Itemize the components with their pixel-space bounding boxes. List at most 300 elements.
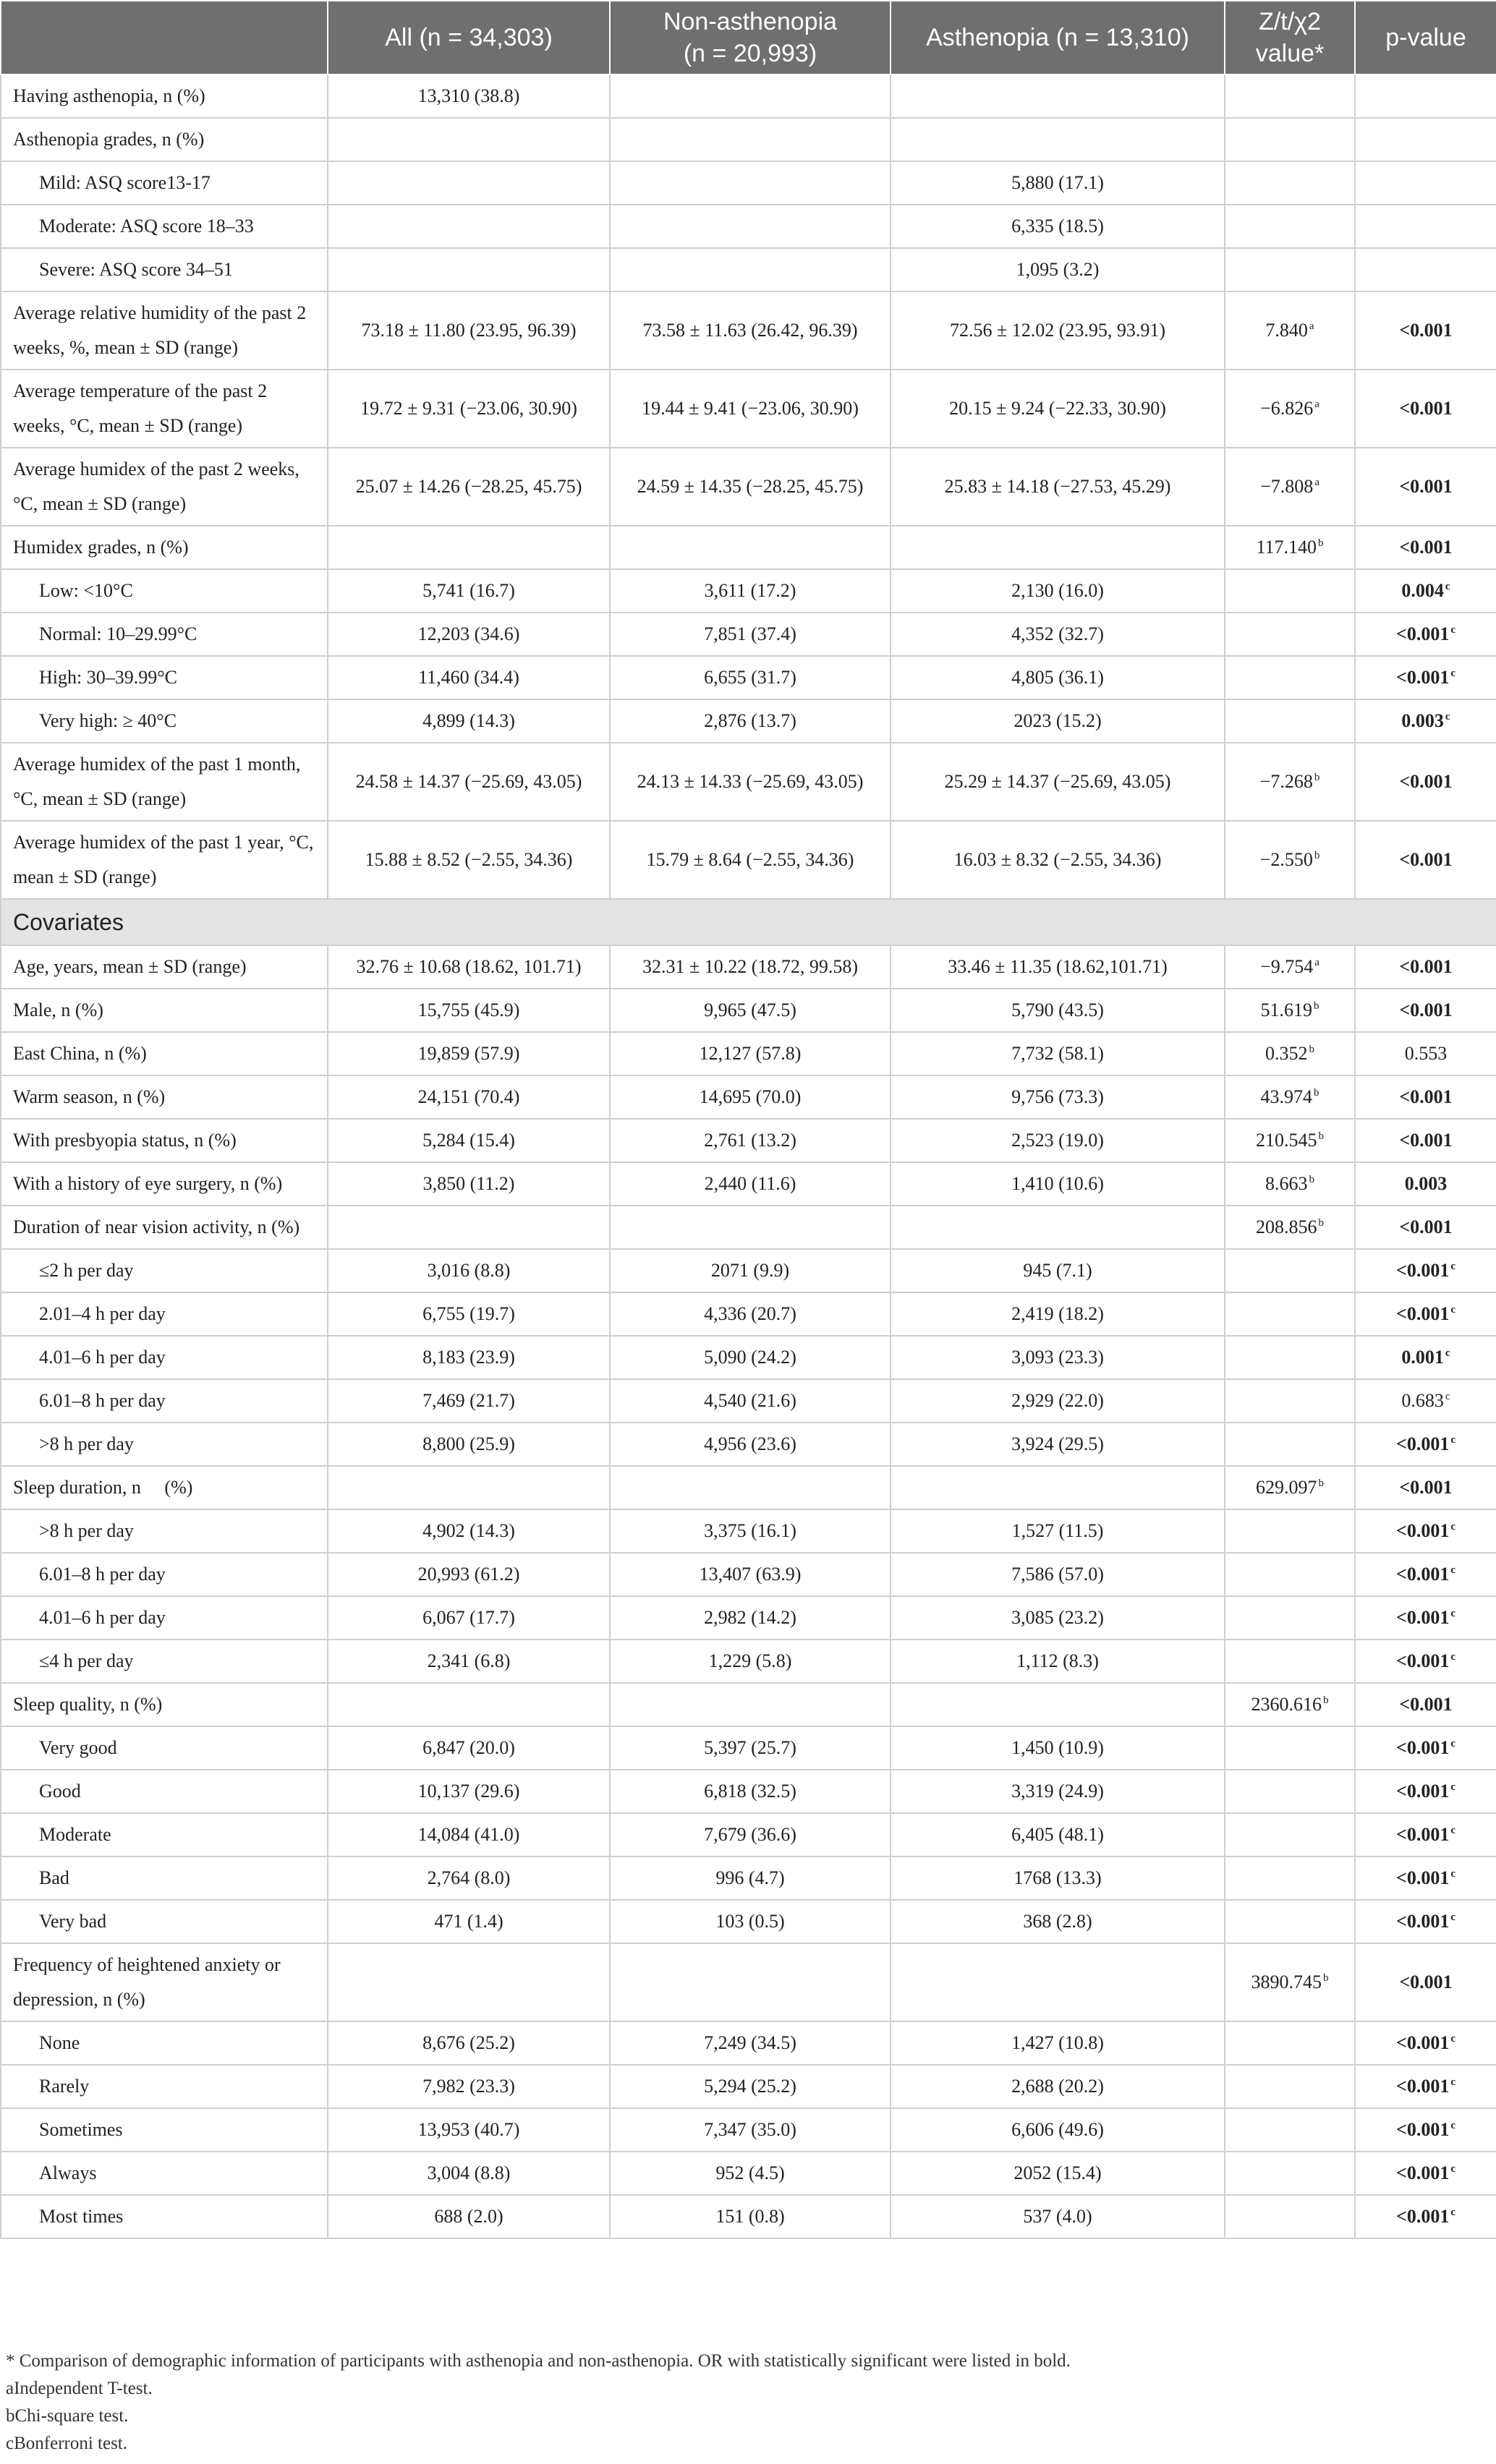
cell-label: [1, 1509, 328, 1553]
cell-statistic: [1225, 1292, 1355, 1336]
cell-asthenopia-text: 1,527 (11.5): [1011, 1520, 1104, 1541]
stat-footnote-mark: b: [1323, 1694, 1329, 1707]
cell-non-asthenopia-text: 4,540 (21.6): [704, 1390, 796, 1411]
cell-asthenopia-text: 537 (4.0): [1023, 2206, 1092, 2227]
cell-statistic-text: 210.545: [1256, 1130, 1317, 1151]
stat-footnote-mark: a: [1314, 957, 1319, 969]
p-footnote-mark: c: [1450, 1825, 1455, 1837]
table-row: [1, 1162, 1496, 1206]
cell-non-asthenopia: [610, 1683, 891, 1726]
cell-label: [1, 569, 328, 613]
cell-p-value-text: <0.001: [1399, 999, 1453, 1020]
cell-statistic: [1225, 821, 1355, 899]
footnote-b: bChi-square test.: [6, 2406, 129, 2426]
table-row: [1, 205, 1496, 248]
cell-asthenopia-text: 1,095 (3.2): [1016, 259, 1100, 280]
cell-p-value: [1355, 1856, 1496, 1900]
cell-asthenopia: [891, 1640, 1225, 1683]
cell-label: [1, 1683, 328, 1726]
cell-p-value: [1355, 526, 1496, 569]
cell-statistic-text: −7.808: [1260, 476, 1314, 497]
cell-non-asthenopia-text: 24.59 ± 14.35 (−28.25, 45.75): [637, 476, 864, 497]
cell-non-asthenopia: [610, 1900, 891, 1943]
cell-label-text: >8 h per day: [39, 1520, 134, 1541]
cell-asthenopia-text: 6,405 (48.1): [1011, 1824, 1104, 1845]
cell-label-text: Warm season, n (%): [13, 1086, 166, 1107]
cell-label-text: Very high: ≥ 40°C: [39, 710, 177, 731]
table-row: [1, 945, 1496, 989]
cell-label-text: Mild: ASQ score13-17: [39, 172, 211, 193]
p-footnote-mark: c: [1450, 2163, 1455, 2175]
cell-label: [1, 526, 328, 569]
cell-asthenopia-text: 25.29 ± 14.37 (−25.69, 43.05): [944, 771, 1171, 792]
cell-statistic: [1225, 989, 1355, 1032]
cell-all-text: 3,850 (11.2): [422, 1173, 515, 1194]
cell-non-asthenopia: [610, 1292, 891, 1336]
cell-label-text: Having asthenopia, n (%): [13, 85, 205, 106]
cell-all: [328, 1943, 610, 2021]
cell-all: [328, 1813, 610, 1856]
cell-non-asthenopia-text: 24.13 ± 14.33 (−25.69, 43.05): [637, 771, 864, 792]
cell-all: [328, 1640, 610, 1683]
table-row: [1, 1509, 1496, 1553]
cell-p-value: [1355, 1553, 1496, 1596]
cell-asthenopia-text: 20.15 ± 9.24 (−22.33, 30.90): [949, 398, 1166, 419]
cell-all-text: 8,183 (23.9): [422, 1347, 515, 1368]
cell-non-asthenopia: [610, 1640, 891, 1683]
p-footnote-mark: c: [1450, 624, 1455, 636]
cell-non-asthenopia: [610, 1596, 891, 1640]
table-row: [1, 161, 1496, 205]
cell-non-asthenopia-text: 2,440 (11.6): [704, 1173, 796, 1194]
table-row: [1, 2152, 1496, 2195]
cell-all-text: 6,067 (17.7): [422, 1607, 515, 1628]
cell-label: [1, 291, 328, 370]
cell-all: [328, 1162, 610, 1206]
cell-asthenopia: [891, 656, 1225, 699]
cell-all-text: 3,016 (8.8): [427, 1260, 511, 1281]
cell-statistic-text: 43.974: [1260, 1086, 1312, 1107]
cell-p-value-text: <0.001: [1396, 1520, 1450, 1541]
cell-label-text: Moderate: ASQ score 18–33: [39, 216, 254, 236]
cell-p-value-text: 0.003: [1401, 710, 1444, 731]
cell-asthenopia: [891, 1292, 1225, 1336]
cell-non-asthenopia: [610, 1726, 891, 1770]
cell-asthenopia: [891, 699, 1225, 743]
cell-p-value-text: <0.001: [1396, 1824, 1450, 1845]
cell-asthenopia: [891, 569, 1225, 613]
p-footnote-mark: c: [1445, 1391, 1450, 1403]
footnote-main: * Comparison of demographic information of participants with asthenopia and non-asthenopia. OR with statistically significant were listed in bold.: [6, 2351, 1071, 2371]
cell-non-asthenopia: [610, 1075, 891, 1119]
table-row: [1, 1726, 1496, 1770]
cell-p-value: [1355, 1943, 1496, 2021]
cell-all: [328, 1856, 610, 1900]
table-row: [1, 1813, 1496, 1856]
p-footnote-mark: c: [1450, 1868, 1455, 1880]
cell-statistic: [1225, 2195, 1355, 2238]
table-row: [1, 613, 1496, 656]
cell-asthenopia-text: 2023 (15.2): [1013, 710, 1102, 731]
cell-asthenopia: [891, 1596, 1225, 1640]
table-header-row: [1, 1, 1496, 74]
cell-p-value-text: <0.001: [1396, 2206, 1450, 2227]
cell-non-asthenopia-text: 4,956 (23.6): [704, 1433, 796, 1454]
cell-label-text: >8 h per day: [39, 1433, 134, 1454]
table-row: [1, 1032, 1496, 1075]
cell-statistic: [1225, 1509, 1355, 1553]
cell-p-value: [1355, 743, 1496, 821]
cell-non-asthenopia: [610, 1770, 891, 1813]
cell-p-value: [1355, 2108, 1496, 2152]
cell-p-value-text: <0.001: [1399, 1694, 1453, 1715]
cell-label: [1, 1162, 328, 1206]
cell-p-value: [1355, 2152, 1496, 2195]
cell-p-value-text: <0.001: [1399, 1130, 1453, 1151]
cell-non-asthenopia: [610, 74, 891, 118]
cell-p-value: [1355, 1509, 1496, 1553]
table-row: [1, 821, 1496, 899]
cell-p-value-text: <0.001: [1399, 1971, 1453, 1992]
cell-statistic-text: −6.826: [1260, 398, 1314, 419]
cell-statistic: [1225, 1813, 1355, 1856]
cell-asthenopia-text: 945 (7.1): [1023, 1260, 1092, 1281]
cell-all: [328, 656, 610, 699]
cell-p-value: [1355, 613, 1496, 656]
cell-non-asthenopia: [610, 448, 891, 526]
cell-non-asthenopia: [610, 1553, 891, 1596]
cell-label-text: Duration of near vision activity, n (%): [13, 1216, 300, 1237]
p-footnote-mark: c: [1450, 1651, 1455, 1663]
cell-statistic: [1225, 2065, 1355, 2108]
table-row: [1, 743, 1496, 821]
cell-p-value-text: <0.001: [1396, 1433, 1450, 1454]
p-footnote-mark: c: [1450, 1304, 1455, 1316]
cell-all-text: 471 (1.4): [434, 1911, 503, 1932]
cell-asthenopia: [891, 945, 1225, 989]
cell-label: [1, 248, 328, 291]
p-footnote-mark: c: [1445, 711, 1450, 723]
cell-non-asthenopia-text: 6,655 (31.7): [704, 667, 796, 688]
cell-label-text: Good: [39, 1781, 81, 1802]
cell-label-text: Average humidex of the past 1 year, °C, mean ± SD (range): [13, 832, 314, 887]
cell-asthenopia-text: 2,688 (20.2): [1011, 2076, 1104, 2097]
cell-asthenopia: [891, 74, 1225, 118]
cell-label-text: With presbyopia status, n (%): [13, 1130, 237, 1151]
cell-asthenopia: [891, 1856, 1225, 1900]
cell-all-text: 10,137 (29.6): [417, 1781, 520, 1802]
cell-asthenopia: [891, 1206, 1225, 1249]
cell-p-value-text: <0.001: [1396, 2162, 1450, 2183]
table-row: [1, 1336, 1496, 1379]
cell-label: [1, 743, 328, 821]
cell-p-value-text: <0.001: [1396, 1737, 1450, 1758]
cell-asthenopia: [891, 2108, 1225, 2152]
cell-label-text: Male, n (%): [13, 999, 103, 1020]
cell-statistic-text: 629.097: [1256, 1477, 1317, 1498]
cell-p-value: [1355, 1813, 1496, 1856]
cell-label-text: 6.01–8 h per day: [39, 1390, 166, 1411]
cell-all: [328, 1206, 610, 1249]
cell-non-asthenopia-text: 2,982 (14.2): [704, 1607, 796, 1628]
cell-all-text: 24.58 ± 14.37 (−25.69, 43.05): [355, 771, 582, 792]
cell-statistic: [1225, 161, 1355, 205]
cell-asthenopia: [891, 1509, 1225, 1553]
stat-footnote-mark: b: [1314, 1000, 1319, 1013]
cell-asthenopia: [891, 1075, 1225, 1119]
table-row: [1, 1770, 1496, 1813]
cell-all-text: 15.88 ± 8.52 (−2.55, 34.36): [365, 849, 573, 870]
p-footnote-mark: c: [1445, 1347, 1450, 1360]
cell-non-asthenopia: [610, 1856, 891, 1900]
cell-asthenopia: [891, 1032, 1225, 1075]
cell-p-value-text: <0.001: [1396, 667, 1450, 688]
cell-asthenopia-text: 2,523 (19.0): [1011, 1130, 1104, 1151]
stat-footnote-mark: b: [1309, 1044, 1314, 1056]
cell-label: [1, 613, 328, 656]
cell-statistic: [1225, 205, 1355, 248]
cell-label: [1, 1466, 328, 1509]
stat-footnote-mark: b: [1314, 850, 1320, 862]
cell-all-text: 19,859 (57.9): [417, 1043, 520, 1064]
cell-asthenopia: [891, 821, 1225, 899]
cell-all-text: 8,676 (25.2): [422, 2032, 515, 2053]
cell-p-value: [1355, 1770, 1496, 1813]
cell-all: [328, 1683, 610, 1726]
cell-label-text: ≤2 h per day: [39, 1260, 134, 1281]
cell-non-asthenopia-text: 7,679 (36.6): [704, 1824, 796, 1845]
cell-asthenopia-text: 1,450 (10.9): [1011, 1737, 1104, 1758]
table-row: [1, 248, 1496, 291]
cell-non-asthenopia: [610, 821, 891, 899]
cell-non-asthenopia: [610, 743, 891, 821]
cell-all-text: 5,284 (15.4): [422, 1130, 515, 1151]
cell-asthenopia: [891, 248, 1225, 291]
cell-non-asthenopia: [610, 2152, 891, 2195]
cell-non-asthenopia-text: 3,375 (16.1): [704, 1520, 796, 1541]
cell-p-value-text: <0.001: [1399, 849, 1453, 870]
cell-non-asthenopia: [610, 248, 891, 291]
cell-all-text: 24,151 (70.4): [417, 1086, 520, 1107]
cell-statistic: [1225, 1119, 1355, 1162]
cell-non-asthenopia-text: 9,965 (47.5): [704, 999, 796, 1020]
cell-asthenopia-text: 1,427 (10.8): [1011, 2032, 1104, 2053]
cell-non-asthenopia-text: 32.31 ± 10.22 (18.72, 99.58): [642, 956, 859, 977]
cell-label-text: Severe: ASQ score 34–51: [39, 259, 233, 280]
cell-p-value: [1355, 291, 1496, 370]
cell-non-asthenopia: [610, 205, 891, 248]
cell-statistic: [1225, 2021, 1355, 2065]
cell-label: [1, 2021, 328, 2065]
cell-label: [1, 1553, 328, 1596]
cell-label-text: Average humidex of the past 1 month, °C, mean ± SD (range): [13, 754, 301, 809]
cell-statistic: [1225, 118, 1355, 161]
table-row: [1, 74, 1496, 118]
cell-all: [328, 205, 610, 248]
table-row: [1, 569, 1496, 613]
cell-label-text: 6.01–8 h per day: [39, 1564, 166, 1585]
cell-label-text: Sleep quality, n (%): [13, 1694, 163, 1715]
cell-all: [328, 699, 610, 743]
cell-all: [328, 2021, 610, 2065]
p-footnote-mark: c: [1450, 2076, 1455, 2089]
cell-p-value-text: <0.001: [1399, 537, 1453, 558]
cell-asthenopia: [891, 1119, 1225, 1162]
cell-all: [328, 569, 610, 613]
cell-p-value-text: <0.001: [1396, 1260, 1450, 1281]
cell-label-text: Asthenopia grades, n (%): [13, 129, 205, 150]
stat-footnote-mark: b: [1314, 1087, 1319, 1099]
cell-non-asthenopia: [610, 1119, 891, 1162]
cell-non-asthenopia-text: 7,851 (37.4): [704, 623, 796, 644]
cell-non-asthenopia: [610, 1423, 891, 1466]
cell-p-value: [1355, 1596, 1496, 1640]
cell-label-text: Average humidex of the past 2 weeks, °C, mean ± SD (range): [13, 459, 299, 514]
cell-non-asthenopia: [610, 1249, 891, 1292]
cell-statistic: [1225, 291, 1355, 370]
cell-p-value-text: <0.001: [1396, 2076, 1450, 2097]
stat-footnote-mark: a: [1309, 320, 1314, 333]
cell-statistic: [1225, 1640, 1355, 1683]
cell-asthenopia: [891, 743, 1225, 821]
footnotes: [6, 2348, 1489, 2457]
cell-all-text: 8,800 (25.9): [422, 1433, 515, 1454]
cell-asthenopia: [891, 2152, 1225, 2195]
cell-statistic: [1225, 1423, 1355, 1466]
table-row: [1, 1249, 1496, 1292]
cell-all: [328, 1466, 610, 1509]
table-row: [1, 1856, 1496, 1900]
cell-non-asthenopia: [610, 1813, 891, 1856]
header-statistic: [1225, 1, 1355, 74]
cell-all-text: 2,764 (8.0): [427, 1867, 511, 1888]
cell-statistic-text: 7.840: [1265, 320, 1308, 341]
cell-statistic-text: −7.268: [1259, 771, 1313, 792]
cell-statistic: [1225, 945, 1355, 989]
cell-all-text: 15,755 (45.9): [417, 999, 520, 1020]
cell-asthenopia-text: 6,335 (18.5): [1011, 216, 1104, 236]
cell-p-value-text: <0.001: [1399, 398, 1453, 419]
cell-statistic-text: 3890.745: [1251, 1971, 1322, 1992]
cell-non-asthenopia: [610, 118, 891, 161]
cell-statistic-text: 8.663: [1265, 1173, 1308, 1194]
cell-asthenopia-text: 1,410 (10.6): [1011, 1173, 1104, 1194]
cell-asthenopia: [891, 1379, 1225, 1423]
cell-label-text: 4.01–6 h per day: [39, 1347, 166, 1368]
cell-statistic: [1225, 656, 1355, 699]
cell-non-asthenopia: [610, 2108, 891, 2152]
cell-statistic: [1225, 1032, 1355, 1075]
p-footnote-mark: c: [1450, 1781, 1455, 1794]
header-variable: [1, 1, 328, 74]
cell-asthenopia: [891, 1336, 1225, 1379]
cell-non-asthenopia-text: 13,407 (63.9): [699, 1564, 802, 1585]
p-footnote-mark: c: [1450, 1738, 1455, 1750]
p-footnote-mark: c: [1450, 1434, 1455, 1446]
cell-label: [1, 1856, 328, 1900]
cell-non-asthenopia-text: 3,611 (17.2): [704, 580, 796, 601]
table-row: [1, 1943, 1496, 2021]
cell-label: [1, 1900, 328, 1943]
table-row: [1, 1206, 1496, 1249]
table-row: [1, 989, 1496, 1032]
cell-p-value-text: <0.001: [1399, 320, 1453, 341]
cell-p-value-text: 0.003: [1404, 1173, 1448, 1194]
table-row: [1, 1423, 1496, 1466]
table-row: [1, 1596, 1496, 1640]
table-row: [1, 448, 1496, 526]
cell-all-text: 4,899 (14.3): [422, 710, 515, 731]
cell-p-value: [1355, 1119, 1496, 1162]
cell-asthenopia: [891, 1553, 1225, 1596]
cell-asthenopia: [891, 1813, 1225, 1856]
cell-p-value-text: <0.001: [1396, 1607, 1450, 1628]
p-footnote-mark: c: [1450, 2120, 1455, 2132]
cell-statistic: [1225, 1596, 1355, 1640]
cell-p-value-text: <0.001: [1396, 1867, 1450, 1888]
cell-p-value: [1355, 656, 1496, 699]
cell-asthenopia: [891, 370, 1225, 448]
p-footnote-mark: c: [1450, 1521, 1455, 1533]
cell-asthenopia-text: 3,093 (23.3): [1011, 1347, 1104, 1368]
table-row: [1, 1553, 1496, 1596]
cell-all: [328, 526, 610, 569]
cell-asthenopia-text: 16.03 ± 8.32 (−2.55, 34.36): [953, 849, 1162, 870]
footnote-a: aIndependent T-test.: [6, 2379, 153, 2398]
cell-non-asthenopia-text: 2,761 (13.2): [704, 1130, 796, 1151]
cell-label-text: 2.01–4 h per day: [39, 1303, 166, 1324]
cell-p-value-text: <0.001: [1396, 1564, 1450, 1585]
cell-statistic: [1225, 1943, 1355, 2021]
cell-label-text: Very good: [39, 1737, 117, 1758]
cell-non-asthenopia: [610, 1466, 891, 1509]
cell-non-asthenopia-text: 4,336 (20.7): [704, 1303, 796, 1324]
cell-label: [1, 205, 328, 248]
cell-label-text: Frequency of heightened anxiety or depression, n (%): [13, 1954, 281, 2010]
cell-all: [328, 1596, 610, 1640]
cell-non-asthenopia: [610, 161, 891, 205]
cell-all: [328, 1509, 610, 1553]
cell-statistic: [1225, 613, 1355, 656]
table-row: [1, 1640, 1496, 1683]
cell-label: [1, 2152, 328, 2195]
cell-p-value: [1355, 1726, 1496, 1770]
cell-all-text: 20,993 (61.2): [417, 1564, 520, 1585]
cell-p-value-text: 0.553: [1404, 1043, 1448, 1064]
cell-all: [328, 118, 610, 161]
cell-non-asthenopia-text: 5,090 (24.2): [704, 1347, 796, 1368]
cell-label-text: Bad: [39, 1867, 69, 1888]
cell-p-value-text: <0.001: [1396, 1303, 1450, 1324]
cell-statistic: [1225, 1770, 1355, 1813]
header-stat-line2: value*: [1255, 40, 1325, 67]
cell-statistic: [1225, 1075, 1355, 1119]
cell-p-value: [1355, 205, 1496, 248]
cell-label: [1, 1813, 328, 1856]
cell-non-asthenopia: [610, 370, 891, 448]
cell-non-asthenopia-text: 996 (4.7): [715, 1867, 785, 1888]
cell-p-value: [1355, 989, 1496, 1032]
cell-label: [1, 2108, 328, 2152]
cell-label-text: Average relative humidity of the past 2 weeks, %, mean ± SD (range): [13, 302, 307, 358]
cell-p-value: [1355, 1249, 1496, 1292]
cell-non-asthenopia: [610, 989, 891, 1032]
cell-non-asthenopia-text: 2071 (9.9): [710, 1260, 790, 1281]
table-row: [1, 1379, 1496, 1423]
cell-label: [1, 2195, 328, 2238]
cell-statistic: [1225, 2108, 1355, 2152]
cell-all: [328, 1032, 610, 1075]
